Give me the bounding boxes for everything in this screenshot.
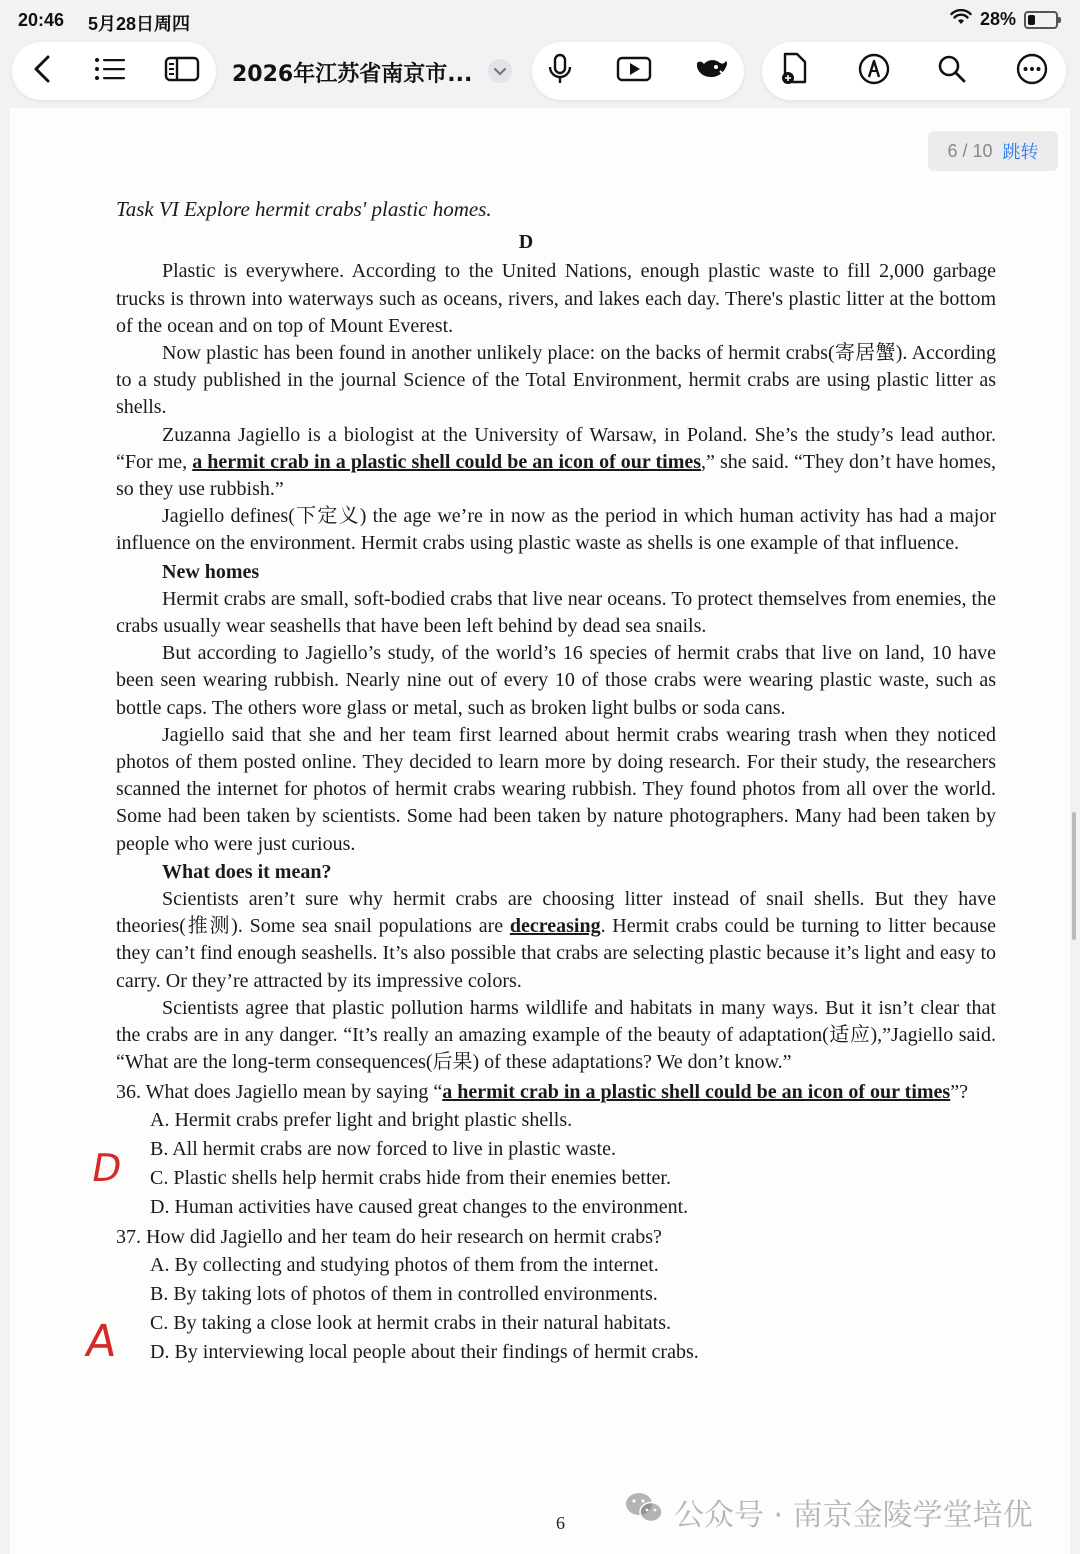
subheading: New homes xyxy=(162,560,260,583)
question-text xyxy=(116,1079,996,1106)
ai-assistant-button[interactable] xyxy=(684,42,740,100)
underlined-quote: a hermit crab in a plastic shell could be an icon of our times xyxy=(442,1080,951,1103)
text-run: . Hermit crabs could be turning to litter because they can’t find enough seashells. It’s also possible that crabs are selecting plastic because it’s light and easy to carry. Or they’re attracted by its impressive colors. xyxy=(116,915,996,992)
page-number: 6 xyxy=(556,1513,565,1533)
underlined-quote: a hermit crab in a plastic shell could be an icon of our times xyxy=(192,450,702,473)
battery-icon xyxy=(1024,11,1058,29)
option: A. By collecting and studying photos of them from the internet. xyxy=(150,1253,659,1276)
option: C. Plastic shells help hermit crabs hide from their enemies better. xyxy=(150,1166,671,1189)
media-toolbar xyxy=(532,42,744,100)
battery-percent: 28% xyxy=(979,9,1016,29)
search-icon xyxy=(937,54,967,88)
chevron-down-icon xyxy=(493,62,507,81)
paragraph: Hermit crabs are small, soft-bodied crabs that live near oceans. To protect themselves from enemies, the crabs usually wear seashells that have been left behind by dead sea snails. xyxy=(116,587,996,638)
text-run: Zuzanna Jagiello is a biologist at the University of Warsaw, in Poland. She’s the study’s lead author. “For me, xyxy=(116,423,996,473)
outline-button[interactable] xyxy=(82,42,138,100)
play-icon xyxy=(616,55,652,87)
search-button[interactable] xyxy=(924,42,980,100)
option: D. Human activities have caused great changes to the environment. xyxy=(150,1195,689,1218)
page-counter: 6 / 10 xyxy=(947,140,993,161)
title-dropdown-button[interactable] xyxy=(488,59,512,83)
microphone-icon xyxy=(547,53,573,89)
handwritten-answer-36: D xyxy=(88,1146,126,1190)
text-run: ,” she said. “They don’t have homes, so they use rubbish.” xyxy=(116,450,996,501)
text-run: Scientists aren’t sure why hermit crabs are choosing litter instead of snail shells. But they have theories(推测). Some sea snail populations are xyxy=(116,888,996,938)
paragraph: Scientists agree that plastic pollution harms wildlife and habitats in many ways. But it isn’t clear that the crabs are in any danger. “It’s really an amazing example of the beauty of adaptation(适应),”Jagiello said. “What are the long-term consequences(后果) of these adaptations? We don’t know.” xyxy=(116,996,996,1074)
paragraph xyxy=(116,886,996,995)
scrollbar[interactable] xyxy=(1072,812,1076,940)
back-button[interactable] xyxy=(14,42,70,100)
option: B. By taking lots of photos of them in controlled environments. xyxy=(150,1282,658,1305)
option: C. By taking a close look at hermit crabs in their natural habitats. xyxy=(150,1311,671,1334)
whale-icon xyxy=(694,55,730,87)
watermark xyxy=(624,1490,1033,1534)
subheading: What does it mean? xyxy=(162,860,332,883)
play-button[interactable] xyxy=(606,42,662,100)
text-run: 36. What does Jagiello mean by saying “ xyxy=(116,1080,443,1103)
paragraph: Plastic is everywhere. According to the United Nations, enough plastic waste to fill 2,000 garbage trucks is thrown into waterways such as oceans, rivers, and lakes each day. There's plastic litter at the bottom of the ocean and on top of Mount Everest. xyxy=(116,260,996,337)
task-title: Task VI Explore hermit crabs' plastic homes. xyxy=(116,197,492,221)
paragraph: Jagiello defines(下定义) the age we’re in now as the period in which human activity has had a major influence on the environment. Hermit crabs using plastic waste as shells is one example of that influence. xyxy=(116,505,996,555)
option: A. Hermit crabs prefer light and bright plastic shells. xyxy=(150,1108,573,1131)
sidebar-toggle-button[interactable] xyxy=(154,42,210,100)
wifi-icon xyxy=(950,9,972,30)
document-title[interactable]: 2026年江苏省南京市... xyxy=(232,62,473,87)
document-share-icon xyxy=(779,52,809,90)
markup-button[interactable] xyxy=(846,42,902,100)
option: B. All hermit crabs are now forced to live in plastic waste. xyxy=(150,1137,616,1160)
more-button[interactable] xyxy=(1004,42,1060,100)
wechat-icon xyxy=(624,1491,664,1533)
question-37 xyxy=(116,1224,996,1367)
document-content xyxy=(116,196,996,1367)
title-area xyxy=(210,42,530,100)
list-icon xyxy=(94,57,126,85)
pen-circle-icon xyxy=(858,53,890,89)
option: D. By interviewing local people about their findings of hermit crabs. xyxy=(150,1340,699,1363)
ellipsis-circle-icon xyxy=(1016,53,1048,89)
status-bar xyxy=(0,0,1080,40)
paragraph xyxy=(116,422,996,504)
dictation-button[interactable] xyxy=(532,42,588,100)
tools-toolbar xyxy=(762,42,1066,100)
question-text: 37. How did Jagiello and her team do heir research on hermit crabs? xyxy=(116,1225,662,1248)
paragraph: Now plastic has been found in another unlikely place: on the backs of hermit crabs(寄居蟹). According to a study published in the journal Science of the Total Environment, hermit crabs are using plastic litter as shells. xyxy=(116,342,996,419)
underlined-word: decreasing xyxy=(509,915,601,938)
chevron-left-icon xyxy=(31,54,53,88)
section-letter: D xyxy=(518,231,534,254)
watermark-text: 公众号 · 南京金陵学堂培优 xyxy=(674,1498,1033,1533)
status-time: 20:46 xyxy=(18,10,65,30)
handwritten-answer-37: A xyxy=(82,1316,120,1367)
nav-toolbar xyxy=(12,42,216,100)
paragraph: Jagiello said that she and her team first learned about hermit crabs wearing trash when they noticed photos of them posted online. They decided to learn more by doing research. For their study, the researchers scanned the internet for photos of hermit crabs wearing rubbish. They found photos from all over the world. Some had been taken by scientists. Some had been taken by nature photographers. Many had been taken by people who were just curious. xyxy=(116,723,996,855)
question-36 xyxy=(116,1079,996,1222)
export-button[interactable] xyxy=(766,42,822,100)
text-run: ”? xyxy=(950,1080,968,1103)
sidebar-icon xyxy=(164,56,200,86)
jump-button[interactable]: 跳转 xyxy=(1002,142,1039,162)
page-indicator xyxy=(928,131,1058,171)
paragraph: But according to Jagiello’s study, of the world’s 16 species of hermit crabs that live on land, 10 have been seen wearing rubbish. Nearly nine out of every 10 of those crabs were wearing plastic waste, such as bottle caps. The others wore glass or metal, such as broken light bulbs or soda cans. xyxy=(116,642,996,719)
status-date: 5月28日周四 xyxy=(88,14,191,34)
status-right xyxy=(950,9,1058,30)
